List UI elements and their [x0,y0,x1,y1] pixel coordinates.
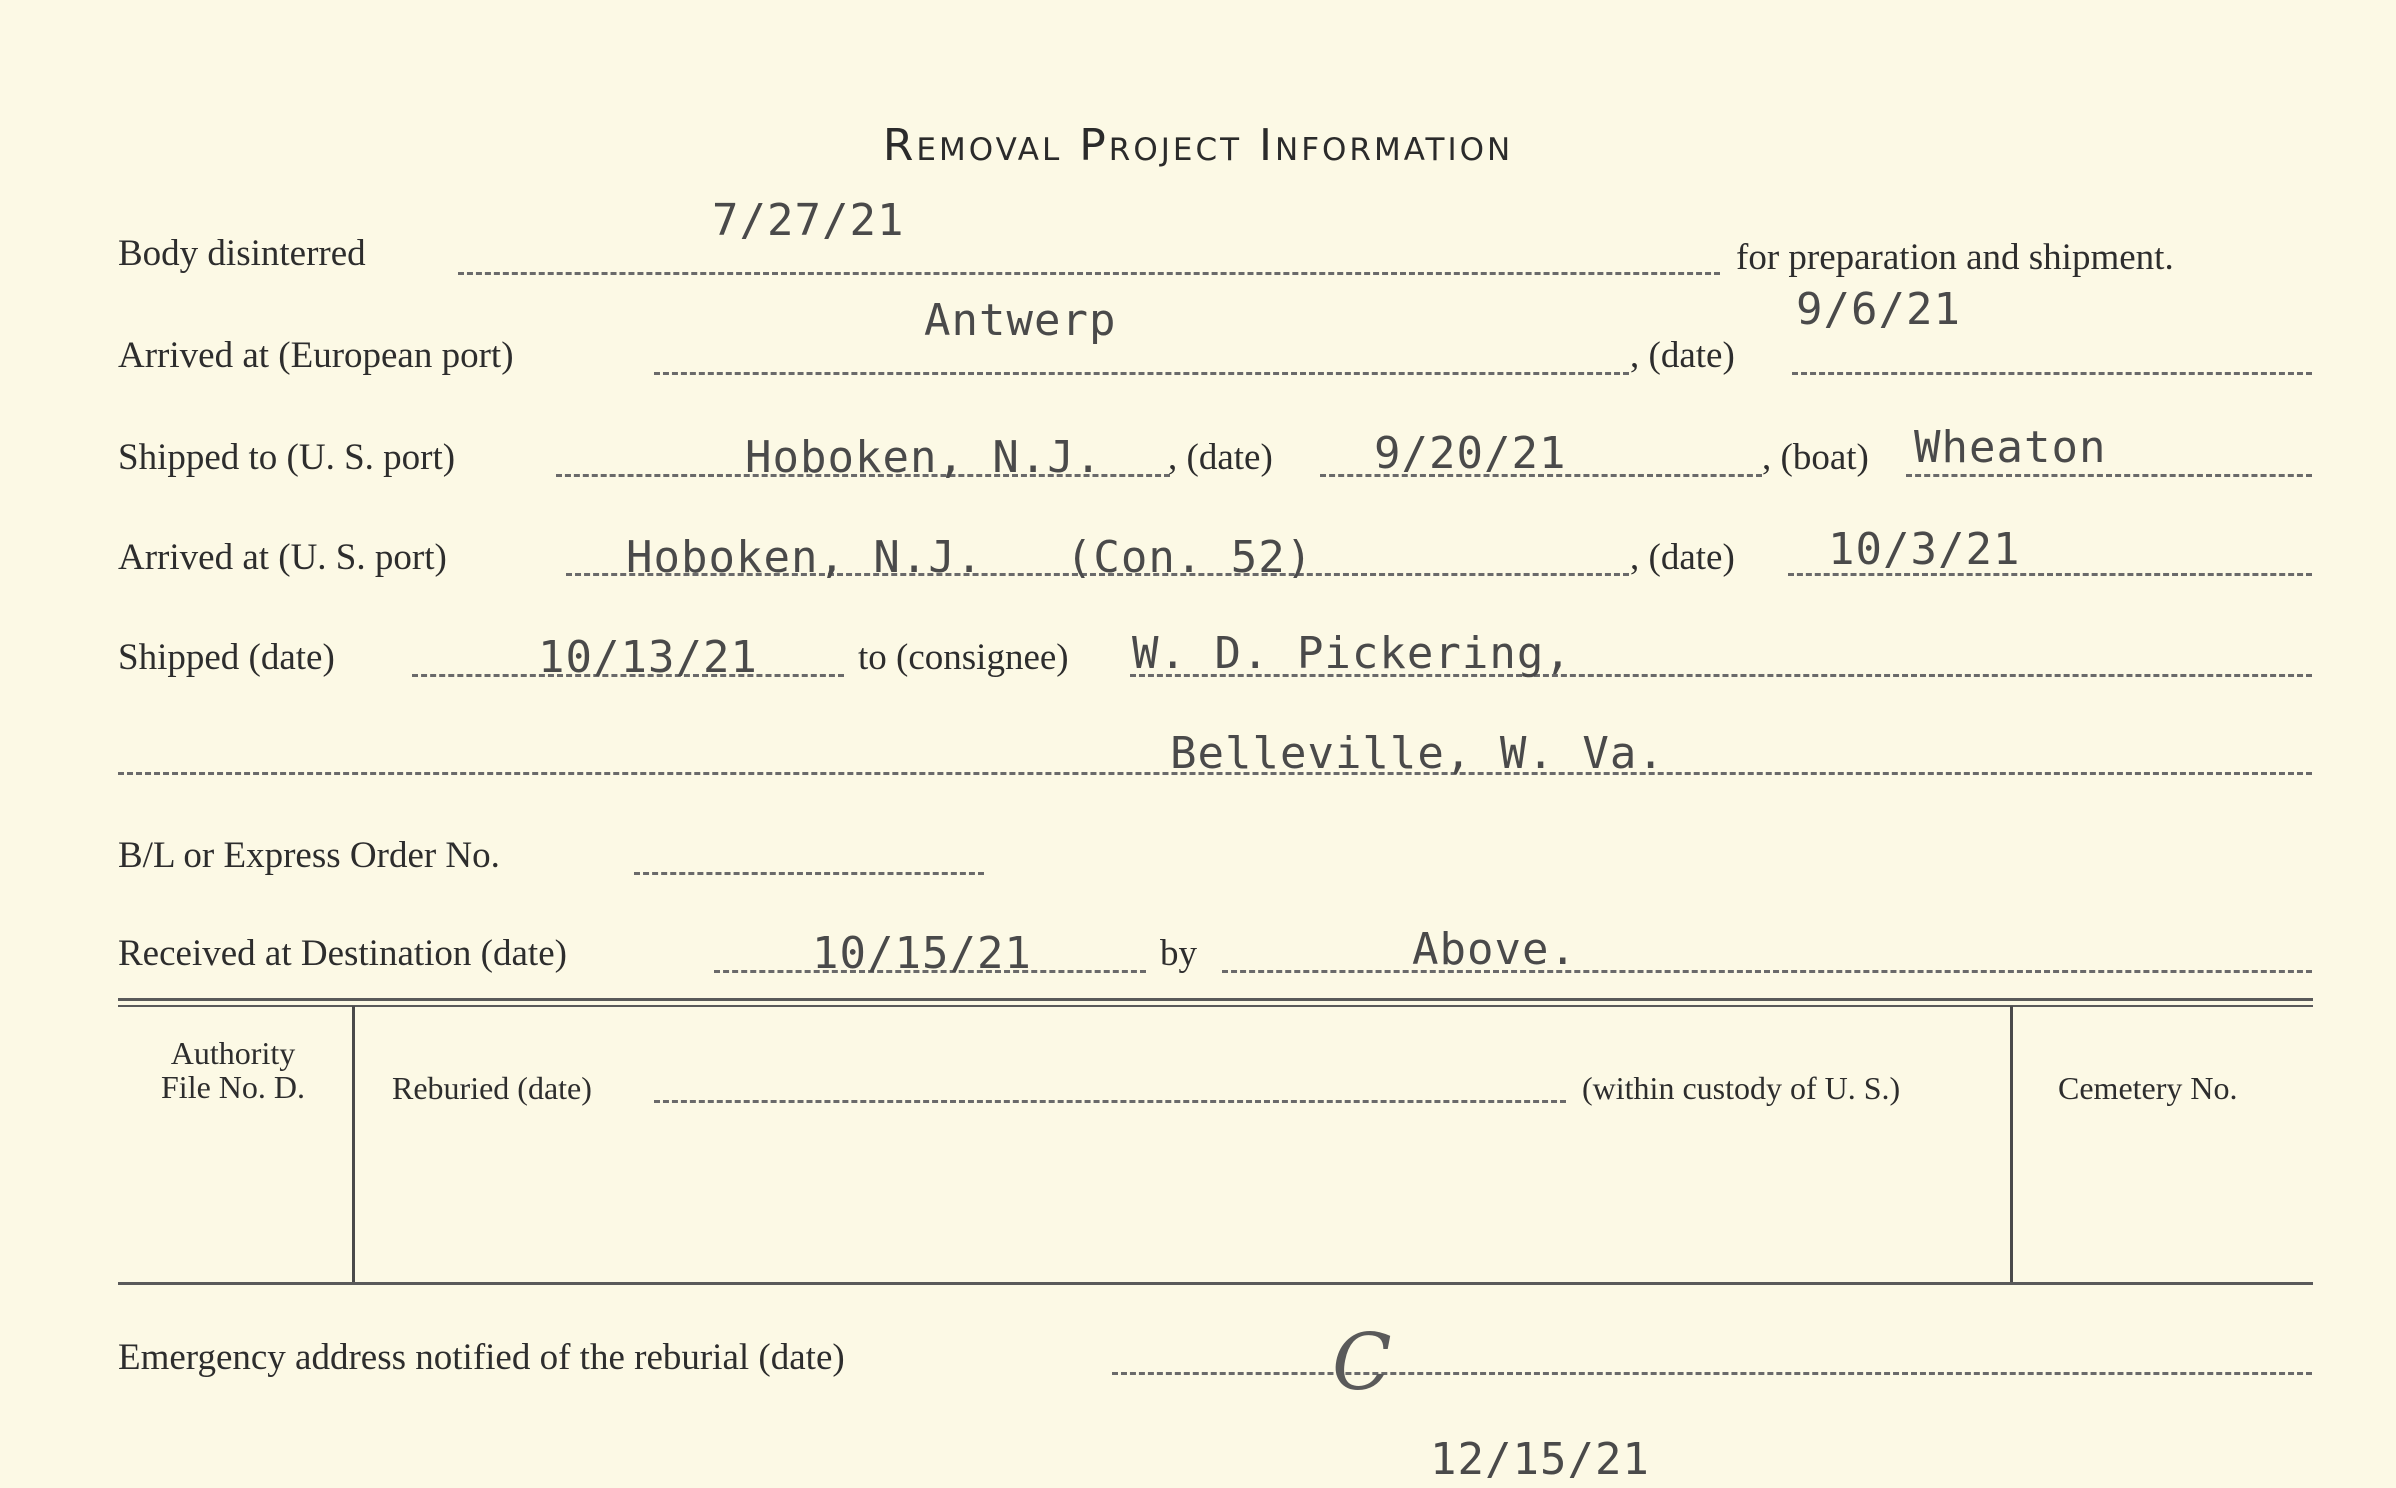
arrived-us-date-value: 10/3/21 [1828,524,2021,575]
boat-line [1906,474,2312,477]
emergency-line [1112,1372,2312,1375]
preparation-shipment-text: for preparation and shipment. [1736,237,2174,278]
consignee-label: to (consignee) [858,637,1069,678]
boat-value: Wheaton [1914,422,2107,473]
bl-order-line [634,872,984,875]
emergency-date-value: 12/15/21 [1430,1434,1650,1485]
authority-label: Authority [170,1035,296,1071]
cemetery-label: Cemetery No. [2058,1070,2238,1106]
consignee-value: W. D. Pickering, [1132,628,1572,679]
shipped-us-port-label: Shipped to (U. S. port) [118,437,456,478]
custody-label: (within custody of U. S.) [1582,1070,1901,1106]
received-date-value: 10/15/21 [812,928,1032,979]
file-no-label: File No. D. [161,1069,305,1105]
arrived-us-date-label: , (date) [1630,537,1735,578]
shipped-us-port-value: Hoboken, N.J. [745,432,1103,483]
arrived-us-port-label: Arrived at (U. S. port) [118,537,447,578]
received-by-label: by [1160,933,1197,974]
card-title: Removal Project Information [882,120,1514,171]
authority-file-label [118,1036,348,1104]
received-label: Received at Destination (date) [118,933,567,974]
table-divider-left [352,1006,355,1282]
european-date-value: 9/6/21 [1796,284,1961,335]
emergency-label: Emergency address notified of the reburial (date) [118,1337,845,1378]
reburied-line [654,1100,1566,1103]
european-date-label: , (date) [1630,335,1735,376]
body-disinterred-value: 7/27/21 [712,195,905,246]
european-port-line [654,372,1629,375]
european-port-value: Antwerp [924,295,1117,346]
reburied-label: Reburied (date) [392,1070,592,1106]
shipped-date-value: 9/20/21 [1374,428,1567,479]
bl-order-label: B/L or Express Order No. [118,835,500,876]
received-by-value: Above. [1412,924,1577,975]
table-bottom-rule [118,1282,2313,1285]
shipped-date-row-value: 10/13/21 [538,632,758,683]
arrived-us-port-value: Hoboken, N.J. (Con. 52) [626,532,1314,583]
shipped-date-row-label: Shipped (date) [118,637,335,678]
handwritten-mark: C [1332,1318,1392,1408]
table-divider-right [2010,1006,2013,1282]
received-by-line [1222,970,2312,973]
boat-label: , (boat) [1762,437,1869,478]
table-top-rule [118,998,2313,1001]
table-top-rule-inner [118,1005,2313,1007]
consignee-address-value: Belleville, W. Va. [1170,728,1665,779]
body-disinterred-label: Body disinterred [118,233,366,274]
european-date-line [1792,372,2312,375]
european-port-label: Arrived at (European port) [118,335,514,376]
body-disinterred-line [458,272,1720,275]
shipped-date-label: , (date) [1168,437,1273,478]
